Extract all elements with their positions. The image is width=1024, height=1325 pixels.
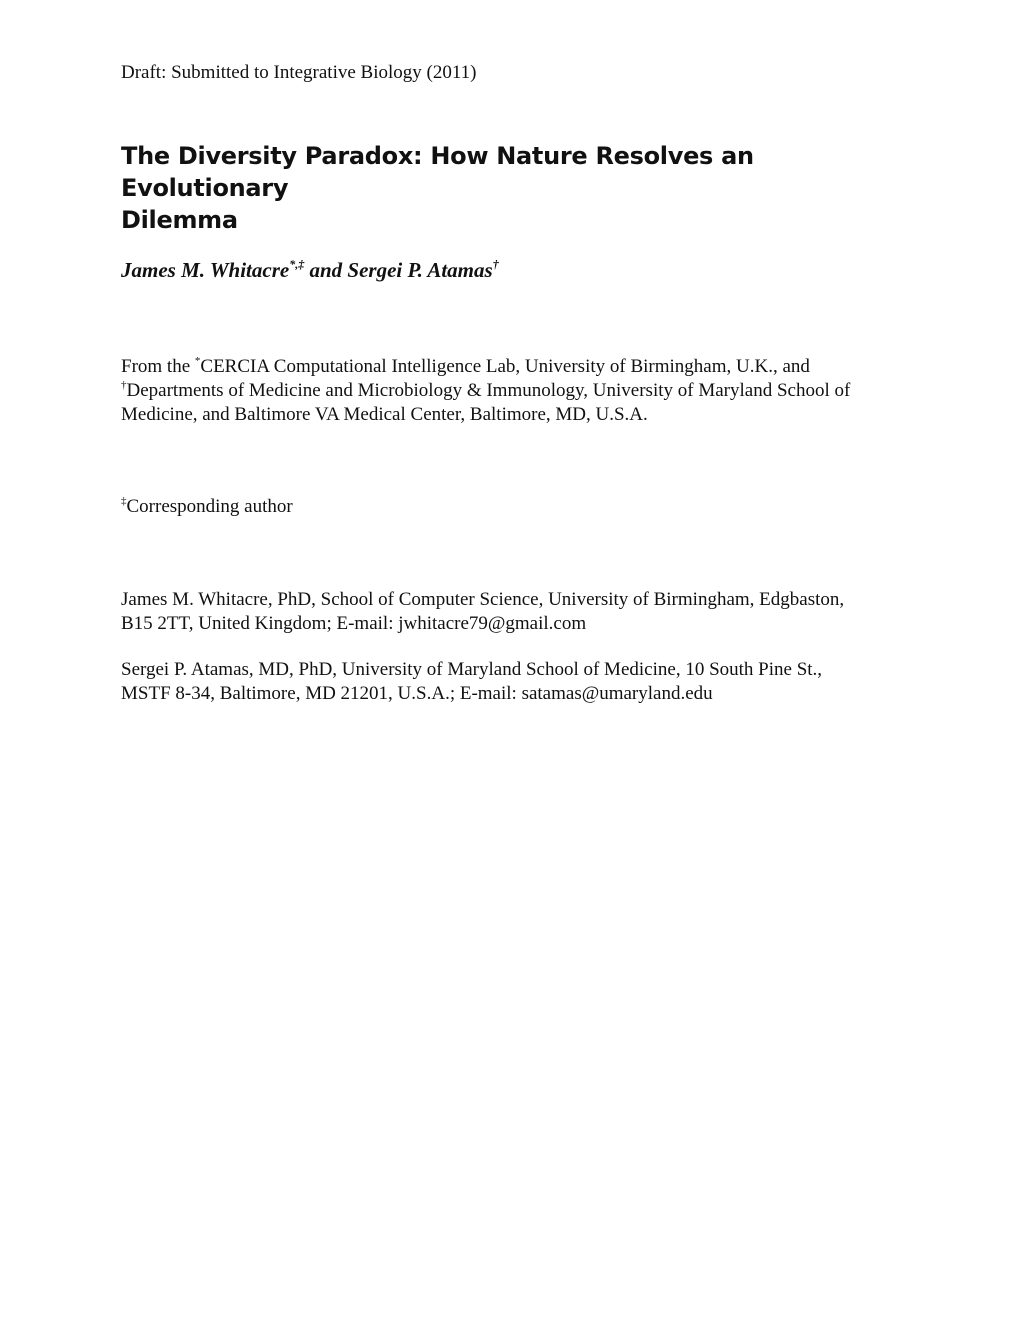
author-list bbox=[121, 256, 499, 284]
author-2-marks: † bbox=[492, 257, 499, 271]
contact-block-whitacre bbox=[121, 588, 921, 636]
affiliation-line-2 bbox=[121, 379, 921, 403]
paper-title-line-2: Dilemma bbox=[121, 206, 238, 234]
affiliation-line-3: Medicine, and Baltimore VA Medical Center, Baltimore, MD, U.S.A. bbox=[121, 404, 648, 425]
affiliation-mark-2: † bbox=[121, 379, 127, 391]
author-connector: and bbox=[304, 258, 348, 282]
corresponding-author-note bbox=[121, 495, 293, 519]
draft-note: Draft: Submitted to Integrative Biology (2011) bbox=[121, 62, 477, 83]
author-1-name: James M. Whitacre bbox=[121, 258, 290, 282]
author-2-name: Sergei P. Atamas bbox=[347, 258, 493, 282]
contact-block-atamas bbox=[121, 658, 921, 706]
contact-line: James M. Whitacre, PhD, School of Computer Science, University of Birmingham, Edgbaston, bbox=[121, 589, 845, 610]
paper-title bbox=[121, 140, 921, 236]
corresponding-text: Corresponding author bbox=[126, 496, 293, 517]
author-1-marks: *,‡ bbox=[289, 257, 305, 271]
affiliation-mark-1: * bbox=[194, 355, 201, 367]
affiliation-block bbox=[121, 355, 921, 427]
affiliation-prefix: From the bbox=[121, 356, 195, 377]
corresponding-mark: ‡ bbox=[121, 495, 127, 507]
affiliation-line-1 bbox=[121, 355, 921, 379]
contact-line: Sergei P. Atamas, MD, PhD, University of Maryland School of Medicine, 10 South Pine St., bbox=[121, 659, 823, 680]
paper-title-line-1: The Diversity Paradox: How Nature Resolves an Evolutionary bbox=[121, 142, 754, 202]
contact-line: MSTF 8-34, Baltimore, MD 21201, U.S.A.; E-mail: satamas@umaryland.edu bbox=[121, 683, 713, 704]
contact-line: B15 2TT, United Kingdom; E-mail: jwhitacre79@gmail.com bbox=[121, 613, 587, 634]
affiliation-text-2: Departments of Medicine and Microbiology & Immunology, University of Maryland School of bbox=[126, 380, 851, 401]
affiliation-text-1: CERCIA Computational Intelligence Lab, University of Birmingham, U.K., and bbox=[200, 356, 810, 377]
